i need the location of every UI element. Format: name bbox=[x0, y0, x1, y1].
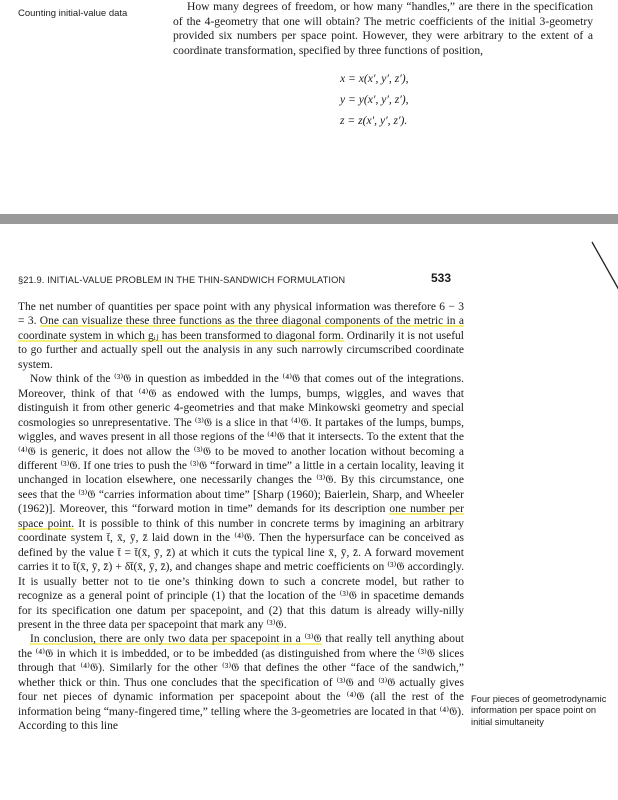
p2-text-b: It is possible to think of this number in concrete terms by imagining an arbitrary coordinate system t̄, x̄, ȳ, z̄ laid down in the ⁽⁴⁾𝔊. Then the hypersurface can be conceived as defined by the value t̄ = t̄(x̄, ȳ, z̄) at which it cuts the typical line x̄, ȳ, z̄. A forward movement carries it to t̄(x̄, ȳ, z̄) + δt̄(x̄, ȳ, z̄), and changes shape and metric coefficients on ⁽³⁾𝔊 accordingly. It is usually better not to tie one’s thinking down to such a concrete model, but rather to recognize as a general point of principle (1) that the location of the ⁽³⁾𝔊 in spacetime demands for its specification one datum per spacepoint, and (2) that this datum is already willy-nilly present in the three data per spacepoint that mark any ⁽³⁾𝔊. bbox=[18, 517, 464, 631]
top-paragraph-text: How many degrees of freedom, or how many “handles,” are there in the specification of the 4-geometry that one will obtain? The metric coefficients of the initial 3-geometry provided six numbers per space point. However, they were arbitrary to the extent of a coordinate transformation, specified by three functions of position, bbox=[173, 0, 593, 57]
page-number: 533 bbox=[431, 271, 452, 285]
p2-text-a: Now think of the ⁽³⁾𝔊 in question as imbedded in the ⁽⁴⁾𝔊 that comes out of the integrations. Moreover, think of that ⁽⁴⁾𝔊 as endowed with the lumps, bumps, wiggles, and waves that distinguish it from other generic 4-geometries and that make Minkowski geometry and special cosmologies so unrepresentative. The ⁽³⁾𝔊 is a slice in that ⁽⁴⁾𝔊. It partakes of the lumps, bumps, wiggles, and waves present in all those regions of the ⁽⁴⁾𝔊 that it intersects. To the extent that the ⁽⁴⁾𝔊 is generic, it does not allow the ⁽³⁾𝔊 to be moved to another location without becoming a different ⁽³⁾𝔊. If one tries to push the ⁽³⁾𝔊 “forward in time” a little in a certain locality, leaving it unchanged in location elsewhere, one necessarily changes the ⁽³⁾𝔊. By this circumstance, one sees that the ⁽³⁾𝔊 “carries information about time” [Sharp (1960); Baierlein, Sharp, and Wheeler (1962)]. Moreover, this “forward motion in time” demands for its description bbox=[18, 373, 464, 516]
p1-highlight: One can visualize these three functions as the three diagonal components of the metric in a coordinate system in which gᵢⱼ has been transformed to diagonal form. bbox=[18, 315, 464, 342]
pen-stroke-mark bbox=[590, 240, 618, 292]
paragraph-2 bbox=[18, 372, 464, 632]
paragraph-3 bbox=[18, 632, 464, 733]
equation-z: z = z(x′, y′, z′). bbox=[340, 114, 408, 127]
margin-note-counting: Counting initial-value data bbox=[18, 8, 128, 19]
p2-highlight: one number per space point. bbox=[18, 503, 464, 530]
top-paragraph bbox=[173, 0, 593, 58]
p3-text-b: that really tell anything about the ⁽⁴⁾𝔊 in which it is imbedded, or to be imbedded (as distinguished from where the ⁽³⁾𝔊 slices through that ⁽⁴⁾𝔊). Similarly for the other ⁽³⁾𝔊 that defines the other “face of the sandwich,” whether thick or thin. Thus one concludes that the specification of ⁽³⁾𝔊 and ⁽³⁾𝔊 actually gives four net pieces of dynamic information per spacepoint about the ⁽⁴⁾𝔊 (all the rest of the information being “many-fingered time,” telling where the 3-geometries are located in that ⁽⁴⁾𝔊). According to this line bbox=[18, 633, 464, 733]
body-text bbox=[18, 300, 464, 734]
paragraph-1 bbox=[18, 300, 464, 372]
page-divider bbox=[0, 214, 618, 224]
equation-x: x = x(x′, y′, z′), bbox=[340, 72, 409, 85]
running-head: §21.9. INITIAL-VALUE PROBLEM IN THE THIN-SANDWICH FORMULATION bbox=[18, 275, 346, 285]
p1-text-a: The net number of quantities per space point with any physical information was therefore 6 − 3 = 3. bbox=[18, 301, 464, 328]
p3-highlight: In conclusion, there are only two data per spacepoint in a ⁽³⁾𝔊 bbox=[30, 633, 322, 646]
equation-y: y = y(x′, y′, z′), bbox=[340, 93, 409, 106]
side-note-four-pieces: Four pieces of geometrodynamic information per space point on initial simultaneity bbox=[471, 694, 607, 727]
p1-text-b: Ordinarily it is not useful to go further and actually spell out the analysis in any such narrowly circumscribed coordinate system. bbox=[18, 329, 465, 371]
